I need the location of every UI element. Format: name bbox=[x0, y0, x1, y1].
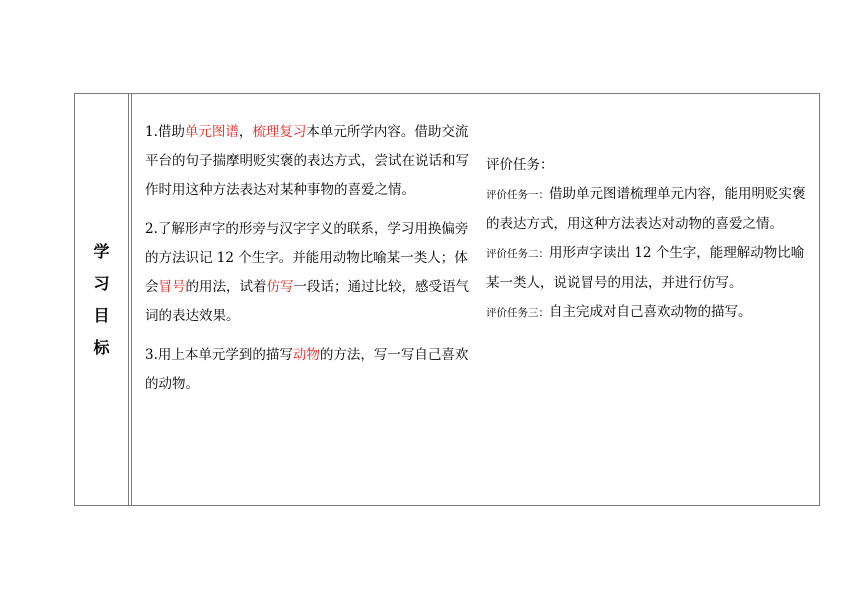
label-char-4: 标 bbox=[93, 337, 110, 357]
evaluation-heading: 评价任务： bbox=[486, 157, 554, 173]
evaluation-task-1 bbox=[486, 180, 812, 239]
goal-3-text-b: 的方法，写一写自己喜欢的动物。 bbox=[145, 347, 469, 392]
goal-1-text-b: ， bbox=[238, 124, 253, 140]
goal-2 bbox=[145, 215, 473, 331]
evaluation-task-3-label: 评价任务三： bbox=[486, 307, 549, 319]
goals-column bbox=[145, 118, 473, 409]
label-char-3: 目 bbox=[93, 305, 110, 325]
goal-1 bbox=[145, 118, 473, 205]
evaluation-column bbox=[486, 151, 812, 328]
evaluation-task-2-text: 用形声字读出 12 个生字，能理解动物比喻某一类人，说说冒号的用法，并进行仿写。 bbox=[486, 245, 805, 291]
goal-2-highlight-a: 冒号 bbox=[158, 279, 186, 295]
evaluation-task-3-text: 自主完成对自己喜欢动物的描写。 bbox=[549, 304, 752, 320]
label-char-2: 习 bbox=[93, 273, 110, 293]
goal-3 bbox=[145, 341, 473, 399]
evaluation-task-2 bbox=[486, 239, 812, 298]
evaluation-task-2-label: 评价任务二： bbox=[486, 248, 549, 260]
goal-2-highlight-b: 仿写 bbox=[266, 279, 294, 295]
goal-1-highlight-a: 单元图谱 bbox=[184, 124, 239, 140]
goal-1-highlight-b: 梳理复习 bbox=[252, 124, 307, 140]
objectives-table bbox=[74, 93, 820, 506]
goal-1-text-c: 本单元所学内容。借助交流平台的句子揣摩明贬实褒的表达方式，尝试在说话和写作时用这种方法表达对某种事物的喜爱之情。 bbox=[145, 124, 469, 198]
goal-3-text-a: 3.用上本单元学到的描写 bbox=[145, 347, 293, 363]
learning-objectives-label bbox=[75, 94, 128, 505]
label-char-1: 学 bbox=[93, 241, 110, 261]
goal-1-text-a: 1.借助 bbox=[145, 124, 185, 140]
goal-2-text-b: 的用法，试着 bbox=[185, 279, 267, 295]
goal-3-highlight-a: 动物 bbox=[292, 347, 320, 363]
evaluation-task-3 bbox=[486, 298, 812, 328]
goal-2-text-c: 一段话；通过比较，感受语气词的表达效果。 bbox=[145, 279, 469, 324]
column-divider bbox=[128, 94, 132, 505]
goal-2-text-a: 2.了解形声字的形旁与汉字字义的联系，学习用换偏旁的方法识记 12 个生字。并能用动物比喻某一类人；体会 bbox=[145, 221, 469, 295]
evaluation-task-1-label: 评价任务一： bbox=[486, 189, 549, 201]
evaluation-task-1-text: 借助单元图谱梳理单元内容，能用明贬实褒的表达方式，用这种方法表达对动物的喜爱之情。 bbox=[486, 186, 806, 232]
